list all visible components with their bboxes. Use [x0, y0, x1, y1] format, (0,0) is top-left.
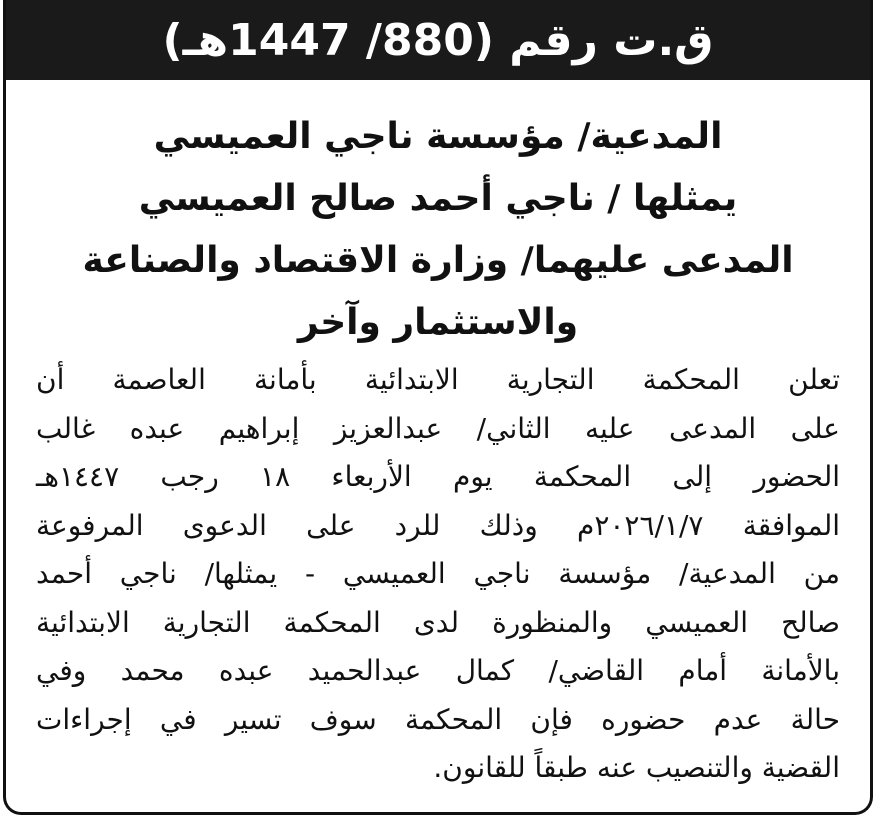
body-line: بالأمانة أمام القاضي/ كمال عبدالحميد عبده محمد وفي — [36, 654, 840, 687]
representative-line: يمثلها / ناجي أحمد صالح العميسي — [138, 178, 738, 219]
case-number-title: ق.ت رقم (880/ 1447هـ) — [162, 14, 714, 66]
body-line: تعلن المحكمة التجارية الابتدائية بأمانة العاصمة أن — [36, 363, 840, 396]
notice-body — [36, 356, 840, 793]
body-line: الحضور إلى المحكمة يوم الأربعاء ١٨ رجب ١٤٤٧هـ — [36, 460, 840, 493]
defendants-line-2: والاستثمار وآخر — [297, 302, 579, 343]
body-line: على المدعى عليه الثاني/ عبدالعزيز إبراهيم عبده غالب — [36, 411, 840, 445]
defendants-line-1: المدعى عليهما/ وزارة الاقتصاد والصناعة — [82, 240, 794, 281]
plaintiff-line: المدعية/ مؤسسة ناجي العميسي — [153, 116, 723, 157]
parties-block — [6, 106, 870, 354]
body-line: القضية والتنصيب عنه طبقاً للقانون. — [433, 751, 840, 784]
body-line: الموافقة ٢٠٢٦/١/٧م وذلك للرد على الدعوى المرفوعة — [36, 508, 841, 542]
body-line: حالة عدم حضوره فإن المحكمة سوف تسير في إجراءات — [36, 702, 840, 736]
court-notice — [3, 0, 873, 815]
notice-header — [6, 0, 870, 80]
body-line: صالح العميسي والمنظورة لدى المحكمة التجارية الابتدائية — [36, 605, 840, 639]
body-line: من المدعية/ مؤسسة ناجي العميسي - يمثلها/ ناجي أحمد — [36, 557, 840, 590]
